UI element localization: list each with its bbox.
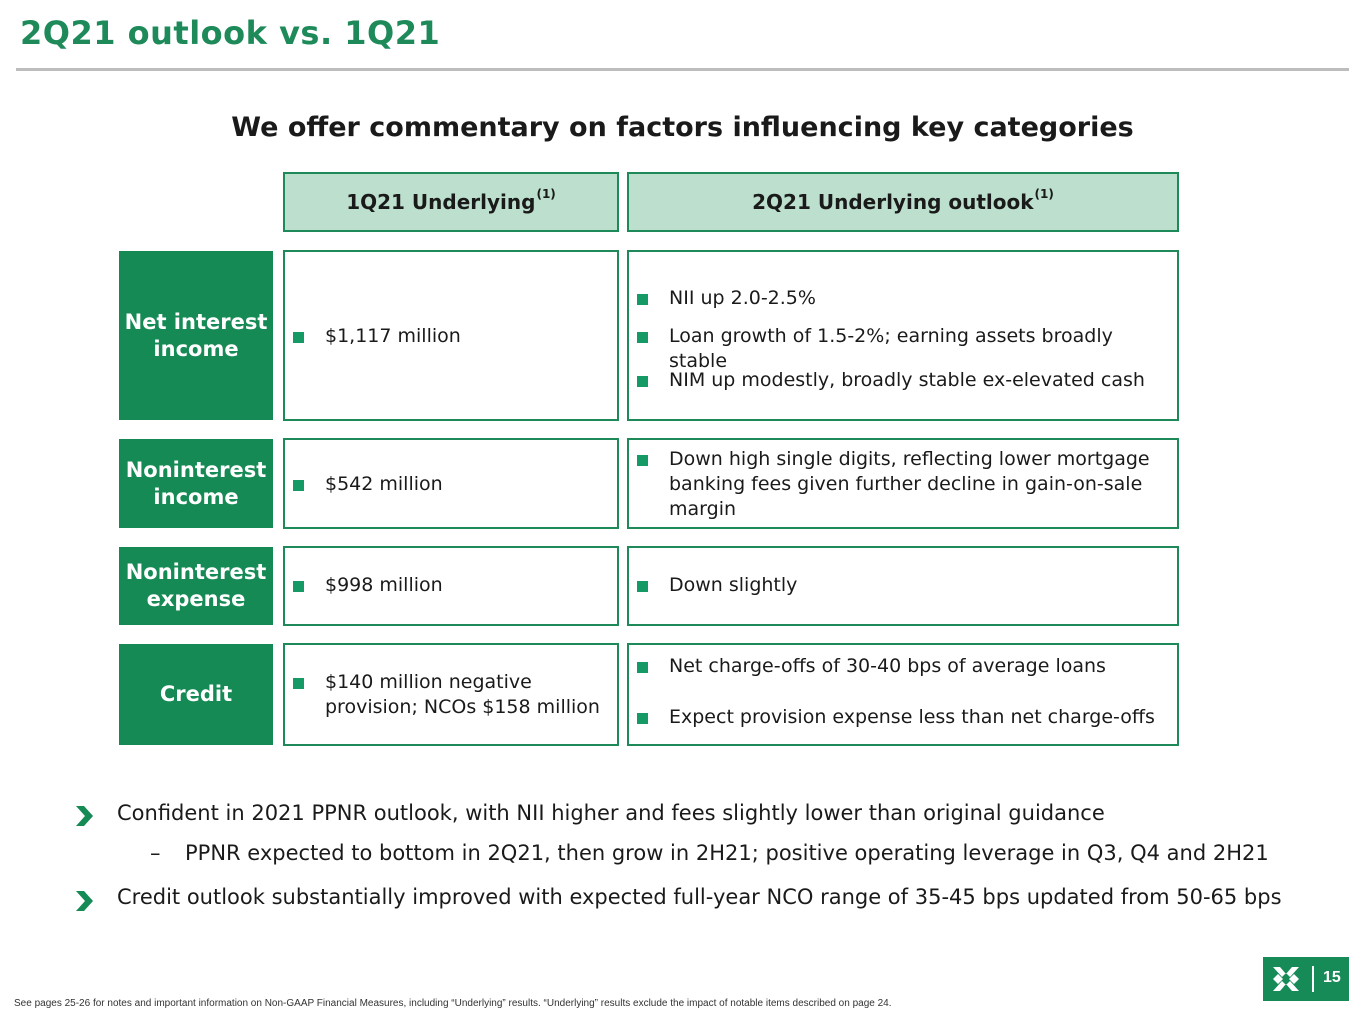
summary-sub-dash: – [150, 841, 161, 865]
row-outlook-credit [627, 643, 1179, 746]
list-item: $1,117 million [289, 324, 609, 349]
list-item: $140 million negative provision; NCOs $158 million [289, 670, 609, 720]
footnote: See pages 25-26 for notes and important information on Non-GAAP Financial Measures, including “Underlying” results. “Underlying” results exclude the impact of notable items described on page 24. [14, 998, 892, 1009]
list-item: Loan growth of 1.5-2%; earning assets broadly stable [633, 324, 1169, 374]
brand-logo-badge [1263, 957, 1349, 1001]
row-label-noninterest-expense: Noninterest expense [119, 547, 273, 625]
row-label-noninterest-income: Noninterest income [119, 439, 273, 528]
citizens-logo-icon [1271, 965, 1301, 993]
row-current-noninterest-income [283, 438, 619, 529]
row-current-noninterest-expense [283, 546, 619, 626]
summary-bullet-ppnr: Confident in 2021 PPNR outlook, with NII higher and fees slightly lower than original guidance [117, 801, 1105, 825]
list-item: $542 million [289, 472, 609, 497]
footnote-marker: (1) [536, 187, 556, 201]
list-item: Net charge-offs of 30-40 bps of average loans [633, 654, 1169, 679]
list-item: Down high single digits, reflecting lower mortgage banking fees given further decline in gain-on-sale margin [633, 447, 1169, 522]
column-header-2q21 [627, 172, 1179, 232]
row-label-credit: Credit [119, 644, 273, 745]
list-item: NIM up modestly, broadly stable ex-elevated cash [633, 368, 1169, 393]
summary-sub-ppnr: PPNR expected to bottom in 2Q21, then grow in 2H21; positive operating leverage in Q3, Q4 and 2H21 [185, 841, 1269, 865]
row-label-net-interest-income: Net interest income [119, 251, 273, 420]
footnote-marker: (1) [1034, 187, 1054, 201]
column-header-1q21 [283, 172, 619, 232]
chevron-right-icon [72, 890, 94, 912]
chevron-right-icon [72, 805, 94, 827]
slide-subtitle: We offer commentary on factors influencing key categories [231, 112, 1134, 143]
row-outlook-net-interest-income [627, 250, 1179, 421]
list-item: NII up 2.0-2.5% [633, 286, 1169, 311]
column-header-2q21-label: 2Q21 Underlying outlook [752, 190, 1034, 214]
logo-separator [1312, 966, 1314, 992]
list-item: Down slightly [633, 573, 1169, 598]
column-header-1q21-label: 1Q21 Underlying [346, 190, 536, 214]
row-outlook-noninterest-expense [627, 546, 1179, 626]
row-outlook-noninterest-income [627, 438, 1179, 529]
page-number: 15 [1323, 969, 1341, 986]
list-item: Expect provision expense less than net charge-offs [633, 705, 1169, 730]
row-current-credit [283, 643, 619, 746]
list-item: $998 million [289, 573, 609, 598]
row-current-net-interest-income [283, 250, 619, 421]
summary-bullet-credit: Credit outlook substantially improved with expected full-year NCO range of 35-45 bps updated from 50-65 bps [117, 885, 1282, 909]
title-divider [16, 68, 1349, 71]
slide-title: 2Q21 outlook vs. 1Q21 [20, 14, 441, 52]
